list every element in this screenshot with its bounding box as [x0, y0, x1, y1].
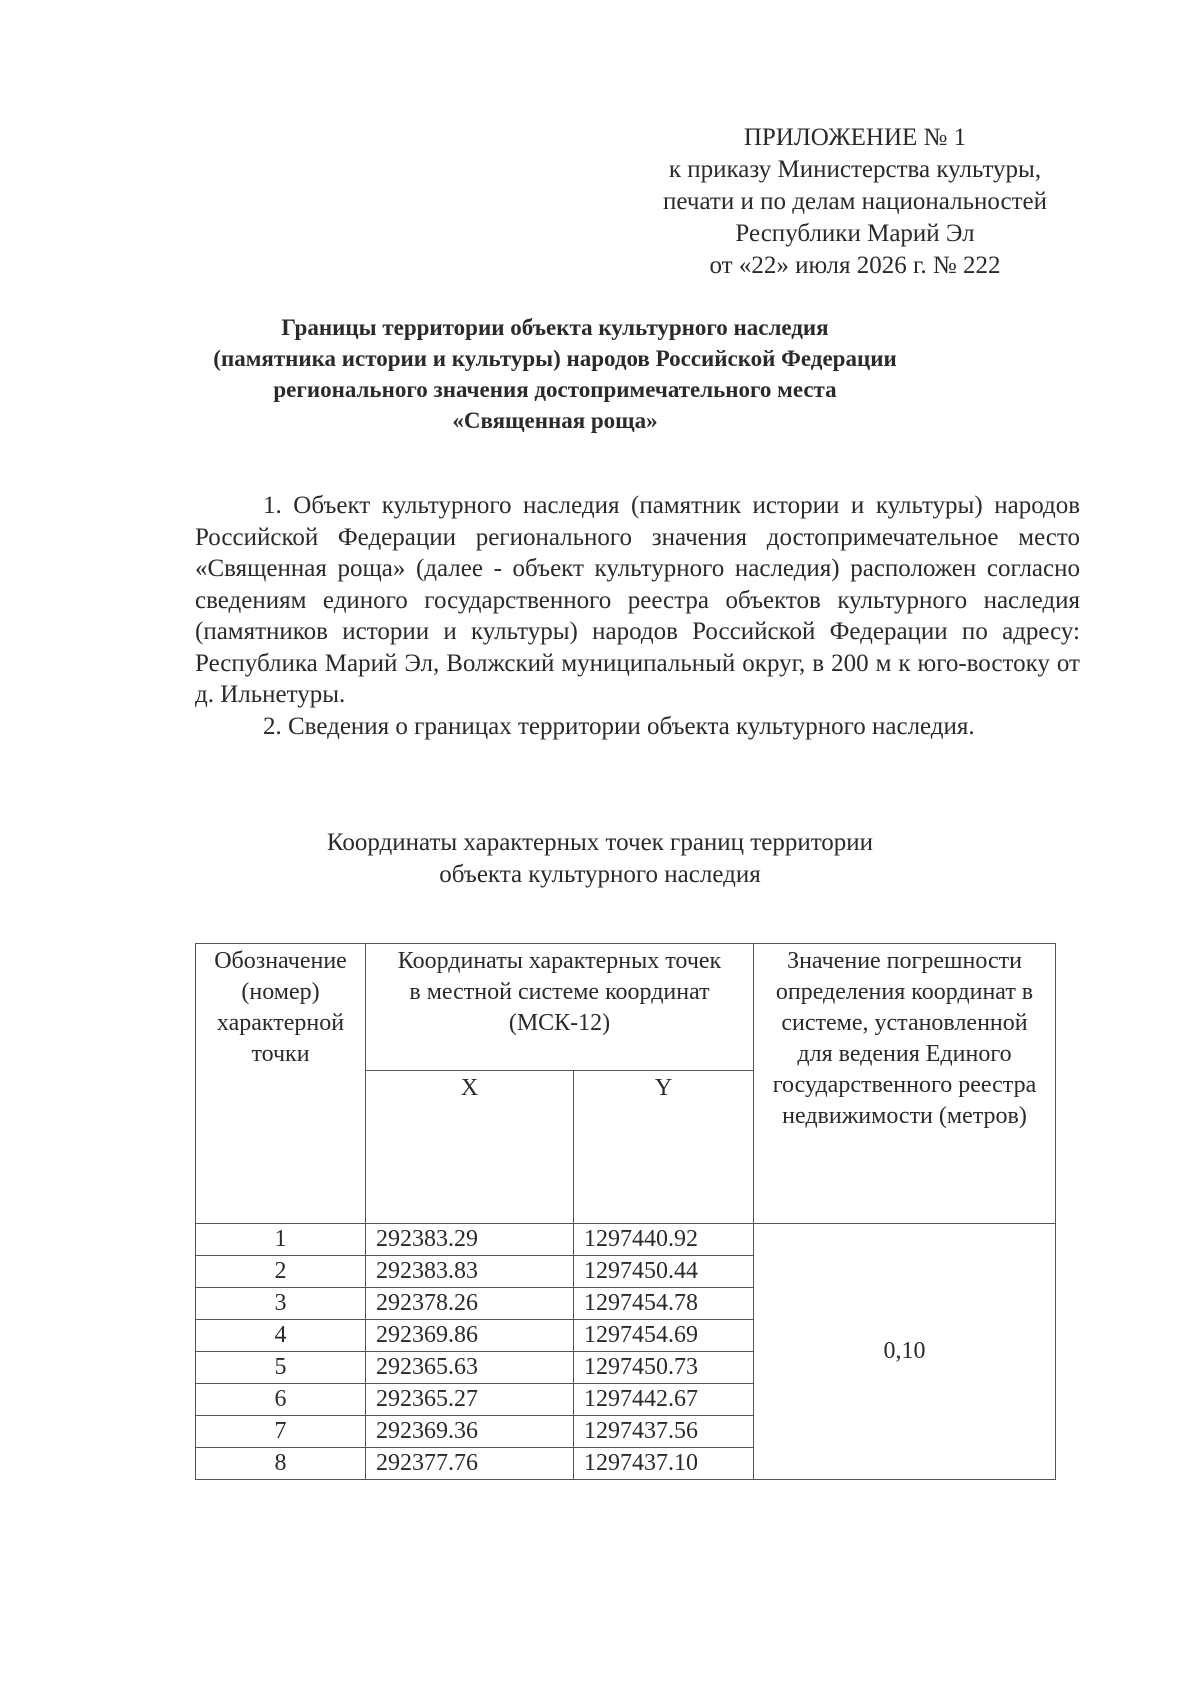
coordinates-table: [195, 943, 1056, 1480]
appendix-number: ПРИЛОЖЕНИЕ № 1: [743, 124, 967, 151]
header-y: Y: [574, 1071, 754, 1224]
point-number: 1: [196, 1224, 366, 1256]
header-point: Обозначение (номер) характерной точки: [196, 944, 366, 1224]
paragraph-2: 2. Сведения о границах территории объекта культурного наследия.: [263, 712, 975, 740]
point-number: 5: [196, 1352, 366, 1384]
table-row: [196, 1224, 1056, 1256]
coord-y: 1297437.56: [574, 1416, 754, 1448]
point-number: 4: [196, 1320, 366, 1352]
appendix-header: [600, 122, 1110, 282]
body-text: [195, 490, 1080, 742]
header-coords: Координаты характерных точек в местной системе координат (МСК-12): [366, 944, 754, 1071]
point-number: 2: [196, 1256, 366, 1288]
title-line-2: (памятника истории и культуры) народов Российской Федерации: [213, 346, 897, 371]
point-number: 3: [196, 1288, 366, 1320]
table-header-row: [196, 944, 1056, 1071]
coord-y: 1297450.73: [574, 1352, 754, 1384]
point-number: 6: [196, 1384, 366, 1416]
title-line-3: регионального значения достопримечательного места: [273, 377, 837, 402]
appendix-date-line: от «22» июля 2026 г. № 222: [709, 252, 1001, 279]
table-caption: [250, 827, 950, 891]
coord-y: 1297454.69: [574, 1320, 754, 1352]
coord-x: 292378.26: [366, 1288, 574, 1320]
coord-x: 292377.76: [366, 1448, 574, 1480]
appendix-republic-line: Республики Марий Эл: [735, 220, 975, 247]
header-x: X: [366, 1071, 574, 1224]
coord-x: 292365.27: [366, 1384, 574, 1416]
point-number: 8: [196, 1448, 366, 1480]
title-line-1: Границы территории объекта культурного наследия: [281, 315, 829, 340]
coord-y: 1297454.78: [574, 1288, 754, 1320]
appendix-ministry-line: печати и по делам национальностей: [663, 188, 1047, 215]
coord-y: 1297450.44: [574, 1256, 754, 1288]
table-caption-line-2: объекта культурного наследия: [439, 861, 761, 888]
coord-x: 292383.29: [366, 1224, 574, 1256]
title-line-4: «Священная роща»: [452, 408, 658, 433]
coord-x: 292369.36: [366, 1416, 574, 1448]
appendix-order-line: к приказу Министерства культуры,: [668, 156, 1042, 183]
coord-y: 1297437.10: [574, 1448, 754, 1480]
header-error: Значение погрешности определения координат в системе, установленной для ведения Единого государственного реестра недвижимости (метров): [754, 944, 1056, 1224]
document-title: [150, 312, 960, 436]
error-value: 0,10: [754, 1224, 1056, 1480]
coord-x: 292383.83: [366, 1256, 574, 1288]
coord-x: 292369.86: [366, 1320, 574, 1352]
coord-y: 1297442.67: [574, 1384, 754, 1416]
point-number: 7: [196, 1416, 366, 1448]
coord-x: 292365.63: [366, 1352, 574, 1384]
paragraph-1: 1. Объект культурного наследия (памятник истории и культуры) народов Российской Федерации регионального значения достопримечательное место «Священная роща» (далее - объект культурного наследия) расположен согласно сведениям единого государственного реестра объектов культурного наследия (памятников истории и культуры) народов Российской Федерации по адресу: Республика Марий Эл, Волжский муниципальный округ, в 200 м к юго-востоку от д. Ильнетуры.: [195, 492, 1080, 708]
table-caption-line-1: Координаты характерных точек границ территории: [326, 829, 874, 856]
coord-y: 1297440.92: [574, 1224, 754, 1256]
